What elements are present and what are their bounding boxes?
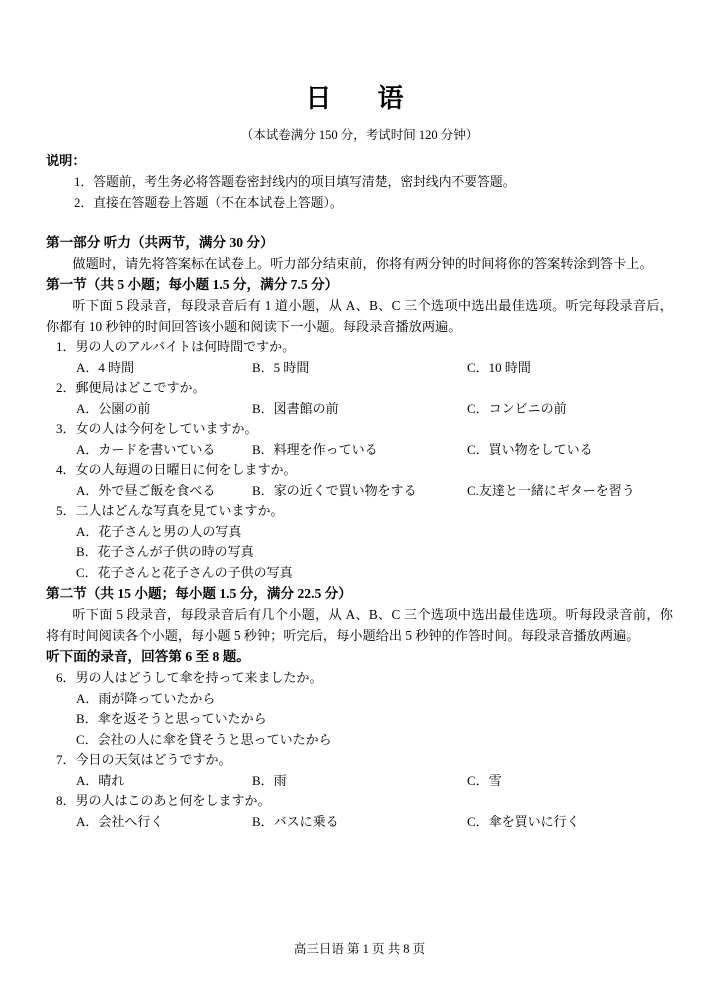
question-4-number: 4． (56, 462, 76, 477)
question-6-text: 男の人はどうして傘を持って来ましたか。 (75, 670, 323, 685)
question-3-text: 女の人は今何をしていますか。 (75, 421, 258, 436)
question-7-number: 7． (56, 752, 76, 767)
page-subtitle: （本试卷满分 150 分，考试时间 120 分钟） (240, 128, 479, 142)
instruction-item-2: 2．直接在答题卷上答题（不在本试卷上答题）。 (74, 195, 343, 210)
question-1-option-a[interactable]: A．4 時間 (76, 359, 135, 375)
question-8-text: 男の人はこのあと何をしますか。 (75, 793, 271, 808)
question-4-options (46, 481, 673, 502)
question-3-option-a[interactable]: A．カードを書いている (76, 441, 216, 457)
section-2-intro: 听下面 5 段录音，每段录音后有几个小题，从 A、B、C 三个选项中选出最佳选项。听每段录音前，你将有时间阅读各个小题，每小题 5 秒钟；听完后，每小题给出 5 秒钟的作答时间。每段录音播放两遍。 (46, 607, 673, 643)
question-8-options (46, 812, 673, 833)
question-7 (46, 750, 673, 771)
question-1-option-c[interactable]: C．10 時間 (467, 359, 531, 375)
question-5-text: 二人はどんな写真を見ていますか。 (75, 503, 284, 518)
question-4-text: 女の人毎週の日曜日に何をしますか。 (75, 462, 297, 477)
question-5 (46, 501, 673, 522)
question-5-option-b[interactable]: B．花子さんが子供の時の写真 (76, 544, 254, 559)
instructions-label: 说明： (46, 153, 86, 168)
question-5-number: 5． (56, 503, 76, 518)
part-1-heading: 第一部分 听力（共两节，满分 30 分） (46, 234, 274, 250)
section-2-subheading: 听下面的录音，回答第 6 至 8 题。 (46, 649, 250, 664)
question-3-option-b[interactable]: B．料理を作っている (252, 441, 378, 457)
question-4-option-c[interactable]: C.友達と一緒にギターを習う (467, 482, 635, 498)
question-6-option-b[interactable]: B．傘を返そうと思っていたから (76, 711, 267, 726)
section-1-intro: 听下面 5 段录音，每段录音后有 1 道小题，从 A、B、C 三个选项中选出最佳选项。听完每段录音后，你都有 10 秒钟的时间回答该小题和阅读下一小题。每段录音播放两遍。 (46, 298, 673, 334)
question-1-options (46, 358, 673, 379)
part-1-intro: 做题时，请先将答案标在试卷上。听力部分结束前，你将有两分钟的时间将你的答案转涂到答卡上。 (72, 255, 653, 271)
question-8-option-a[interactable]: A．会社へ行く (76, 813, 164, 829)
question-1-text: 男の人のアルバイトは何時間ですか。 (75, 339, 296, 354)
question-8-option-c[interactable]: C．傘を買いに行く (467, 813, 580, 829)
question-2 (46, 378, 673, 399)
question-8-number: 8． (56, 793, 76, 808)
question-7-option-b[interactable]: B．雨 (252, 772, 287, 788)
page-footer: 高三日语 第 1 页 共 8 页 (293, 942, 426, 956)
question-6-option-c[interactable]: C．会社の人に傘を貸そうと思っていたから (76, 731, 332, 747)
section-2-heading: 第二节（共 15 小题；每小题 1.5 分，满分 22.5 分） (46, 586, 352, 601)
question-5-option-a[interactable]: A．花子さんと男の人の写真 (76, 523, 242, 539)
question-3-option-c[interactable]: C．買い物をしている (467, 441, 593, 457)
page-title: 日 语 (305, 84, 414, 114)
question-2-text: 郵便局はどこですか。 (75, 380, 206, 395)
section-1-heading: 第一节（共 5 小题；每小题 1.5 分，满分 7.5 分） (46, 277, 339, 292)
question-6-option-a[interactable]: A．雨が降っていたから (76, 690, 216, 706)
question-7-option-a[interactable]: A．晴れ (76, 772, 125, 788)
question-2-number: 2． (56, 380, 76, 395)
question-1 (46, 337, 673, 358)
question-2-option-a[interactable]: A．公園の前 (76, 400, 151, 416)
question-6 (46, 668, 673, 689)
question-4-option-b[interactable]: B．家の近くで買い物をする (252, 482, 417, 498)
question-2-option-c[interactable]: C．コンビニの前 (467, 400, 567, 416)
question-8 (46, 791, 673, 812)
question-7-text: 今日の天気はどうですか。 (75, 752, 232, 767)
question-1-option-b[interactable]: B．5 時間 (252, 359, 310, 375)
question-4-option-a[interactable]: A．外で昼ご飯を食べる (76, 482, 216, 498)
question-4 (46, 460, 673, 481)
question-7-option-c[interactable]: C．雪 (467, 772, 502, 788)
question-1-number: 1． (56, 339, 76, 354)
instruction-item-1: 1．答题前，考生务必将答题卷密封线内的项目填写清楚，密封线内不要答题。 (74, 174, 516, 189)
question-2-options (46, 399, 673, 420)
question-6-number: 6． (56, 670, 76, 685)
question-3 (46, 419, 673, 440)
question-7-options (46, 771, 673, 792)
question-3-options (46, 440, 673, 461)
question-5-option-c[interactable]: C．花子さんと花子さんの子供の写真 (76, 564, 293, 580)
question-2-option-b[interactable]: B．図書館の前 (252, 400, 339, 416)
question-3-number: 3． (56, 421, 76, 436)
question-8-option-b[interactable]: B．バスに乗る (252, 813, 339, 829)
